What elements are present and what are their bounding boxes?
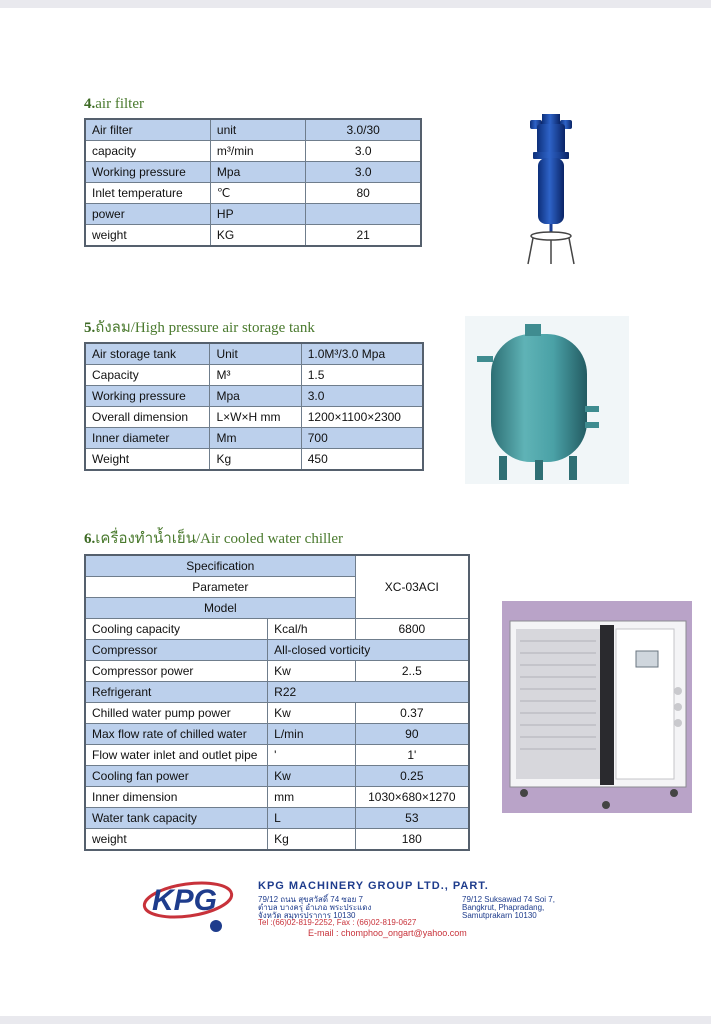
value-cell: R22: [268, 682, 469, 703]
unit-cell: m³/min: [210, 141, 305, 162]
unit-cell: L: [268, 808, 355, 829]
water-chiller-image: [502, 601, 692, 813]
value-cell: 80: [306, 183, 421, 204]
air-tank-image: [465, 316, 629, 484]
param-cell: Air storage tank: [85, 343, 210, 365]
value-cell: 450: [301, 449, 423, 471]
unit-cell: unit: [210, 119, 305, 141]
chiller-row: [85, 661, 469, 682]
model-value: XC-03ACI: [355, 555, 469, 619]
value-cell: 6800: [355, 619, 469, 640]
value-cell: 3.0/30: [306, 119, 421, 141]
chiller-row: [85, 703, 469, 724]
value-cell: 700: [301, 428, 423, 449]
unit-cell: Mpa: [210, 162, 305, 183]
param-cell: Flow water inlet and outlet pipe: [85, 745, 268, 766]
value-cell: 21: [306, 225, 421, 247]
value-cell: 1': [355, 745, 469, 766]
param-cell: Overall dimension: [85, 407, 210, 428]
value-cell: 1.5: [301, 365, 423, 386]
value-cell: 90: [355, 724, 469, 745]
unit-cell: Kw: [268, 661, 355, 682]
param-cell: Weight: [85, 449, 210, 471]
kpg-logo-text: KPG: [152, 884, 218, 917]
section-5-title: 5.ถังลม/High pressure air storage tank: [84, 320, 315, 336]
value-cell: 3.0: [301, 386, 423, 407]
param-cell: Water tank capacity: [85, 808, 268, 829]
document-page: [0, 8, 711, 1016]
chiller-row: [85, 724, 469, 745]
param-cell: Inner dimension: [85, 787, 268, 808]
param-cell: power: [85, 204, 210, 225]
param-cell: Inlet temperature: [85, 183, 210, 204]
unit-cell: Kcal/h: [268, 619, 355, 640]
value-cell: 0.25: [355, 766, 469, 787]
value-cell: 53: [355, 808, 469, 829]
unit-cell: M³: [210, 365, 301, 386]
value-cell: 1.0M³/3.0 Mpa: [301, 343, 423, 365]
param-cell: weight: [85, 225, 210, 247]
air-storage-tank-table: [84, 342, 424, 471]
chiller-row: [85, 787, 469, 808]
value-cell: All-closed vorticity: [268, 640, 469, 661]
value-cell: 1030×680×1270: [355, 787, 469, 808]
air-filter-row: [85, 119, 421, 141]
param-cell: Compressor power: [85, 661, 268, 682]
param-cell: Working pressure: [85, 162, 210, 183]
section-4-title: 4.air filter: [84, 96, 144, 112]
address-english: 79/12 Suksawad 74 Soi 7, Bangkrut, Phapradang, Samutprakarn 10130: [462, 895, 555, 920]
param-cell: Chilled water pump power: [85, 703, 268, 724]
param-cell: Capacity: [85, 365, 210, 386]
param-cell: weight: [85, 829, 268, 851]
param-cell: Cooling fan power: [85, 766, 268, 787]
tank-row: [85, 386, 423, 407]
param-cell: Working pressure: [85, 386, 210, 407]
unit-cell: Kg: [210, 449, 301, 471]
tel-fax: Tel :(66)02-819-2252, Fax : (66)02-819-0627: [258, 918, 417, 927]
value-cell: 1200×1100×2300: [301, 407, 423, 428]
param-cell: capacity: [85, 141, 210, 162]
tank-row: [85, 449, 423, 471]
air-filter-row: [85, 183, 421, 204]
chiller-row: [85, 745, 469, 766]
email: E-mail : chomphoo_ongart@yahoo.com: [308, 928, 467, 938]
param-cell: Max flow rate of chilled water: [85, 724, 268, 745]
tank-row: [85, 343, 423, 365]
air-filter-row: [85, 225, 421, 247]
chiller-row: [85, 640, 469, 661]
water-chiller-table: [84, 554, 470, 851]
company-name: KPG MACHINERY GROUP LTD., PART.: [258, 880, 489, 892]
unit-cell: L/min: [268, 724, 355, 745]
air-filter-table: [84, 118, 422, 247]
unit-cell: Kw: [268, 703, 355, 724]
chiller-row: [85, 619, 469, 640]
spec-header: Specification: [85, 555, 355, 577]
unit-cell: ': [268, 745, 355, 766]
unit-cell: Mpa: [210, 386, 301, 407]
air-filter-row: [85, 204, 421, 225]
unit-cell: Kg: [268, 829, 355, 851]
param-cell: Cooling capacity: [85, 619, 268, 640]
unit-cell: KG: [210, 225, 305, 247]
param-cell: Compressor: [85, 640, 268, 661]
air-filter-row: [85, 141, 421, 162]
air-filter-image: [522, 108, 582, 266]
section-6-title: 6.เครื่องทำน้ำเย็น/Air cooled water chiller: [84, 531, 343, 547]
chiller-row: [85, 766, 469, 787]
value-cell: 2..5: [355, 661, 469, 682]
value-cell: 3.0: [306, 141, 421, 162]
unit-cell: HP: [210, 204, 305, 225]
value-cell: [306, 204, 421, 225]
chiller-row: [85, 682, 469, 703]
unit-cell: L×W×H mm: [210, 407, 301, 428]
model-header: Model: [85, 598, 355, 619]
unit-cell: ℃: [210, 183, 305, 204]
chiller-row: [85, 829, 469, 851]
chiller-row: [85, 808, 469, 829]
kpg-logo: [140, 870, 240, 940]
param-cell: Refrigerant: [85, 682, 268, 703]
value-cell: 0.37: [355, 703, 469, 724]
unit-cell: mm: [268, 787, 355, 808]
param-cell: Air filter: [85, 119, 210, 141]
address-thai: 79/12 ถนน สุขสวัสดิ์ 74 ซอย 7 ตำบล บางครุ อำเภอ พระประแดง จังหวัด สมุทรปราการ 10130: [258, 895, 372, 920]
parameter-header: Parameter: [85, 577, 355, 598]
value-cell: 180: [355, 829, 469, 851]
tank-row: [85, 428, 423, 449]
tank-row: [85, 365, 423, 386]
air-filter-row: [85, 162, 421, 183]
param-cell: Inner diameter: [85, 428, 210, 449]
tank-row: [85, 407, 423, 428]
unit-cell: Unit: [210, 343, 301, 365]
value-cell: 3.0: [306, 162, 421, 183]
unit-cell: Kw: [268, 766, 355, 787]
unit-cell: Mm: [210, 428, 301, 449]
